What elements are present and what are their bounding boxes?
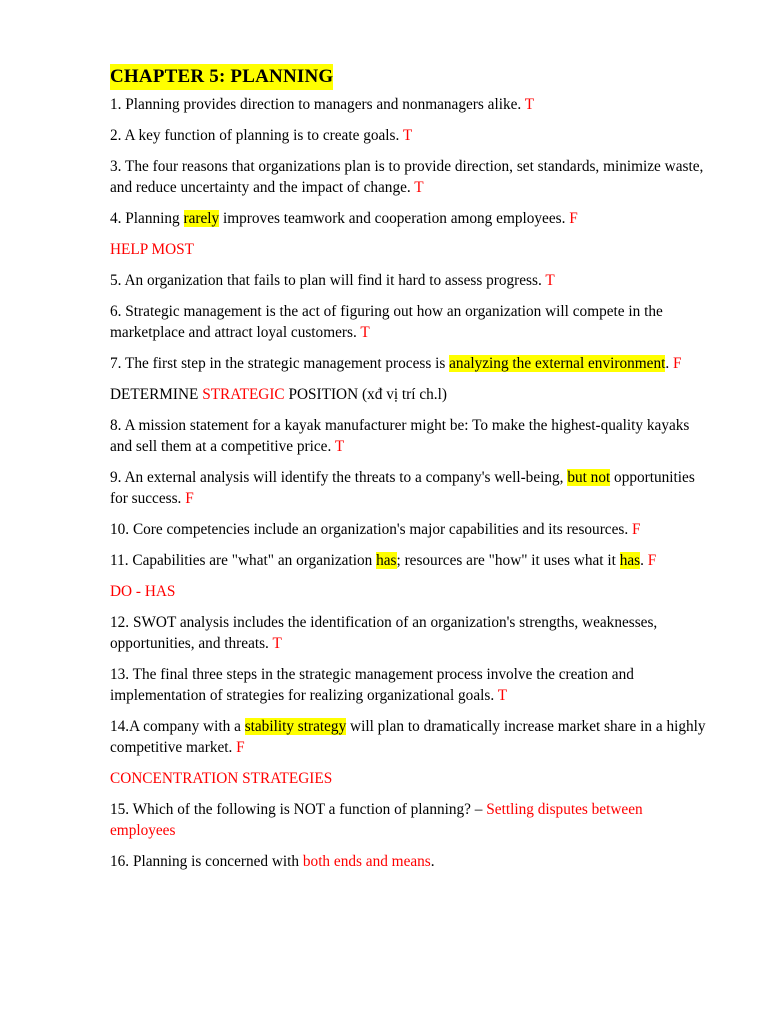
- note-text: POSITION (xđ vị trí ch.l): [284, 386, 447, 403]
- highlighted-text: analyzing the external environment: [449, 355, 666, 372]
- answer-mark: T: [497, 687, 508, 704]
- correction-note: DO - HAS: [110, 583, 176, 600]
- question-text: 16. Planning is concerned with: [110, 853, 303, 870]
- answer-mark: T: [334, 438, 345, 455]
- question-text: 14.A company with a: [110, 718, 245, 735]
- correction-note: CONCENTRATION STRATEGIES: [110, 770, 333, 787]
- question-text: opportunities for success.: [110, 469, 695, 507]
- question-text: 3. The four reasons that organizations plan is to provide direction, set standards, minimize waste, and reduce uncertainty and the impact of change.: [110, 158, 704, 196]
- question-8: [110, 415, 708, 457]
- answer-text: both ends and means: [302, 853, 431, 870]
- question-15: [110, 799, 708, 841]
- question-text: 15. Which of the following is NOT a function of planning? –: [110, 801, 487, 818]
- question-6: [110, 301, 708, 343]
- question-text: 11. Capabilities are "what" an organization: [110, 552, 377, 569]
- question-text: 13. The final three steps in the strategic management process involve the creation and implementation of strategies for realizing organizational goals.: [110, 666, 634, 704]
- highlighted-text: but not: [567, 469, 611, 486]
- question-11: [110, 550, 708, 571]
- question-text: 7. The first step in the strategic management process is: [110, 355, 450, 372]
- correction-note: [110, 384, 708, 405]
- answer-mark: T: [524, 96, 535, 113]
- question-text: 1. Planning provides direction to managers and nonmanagers alike.: [110, 96, 525, 113]
- correction-note: HELP MOST: [110, 241, 194, 258]
- chapter-title: CHAPTER 5: PLANNING: [110, 64, 333, 90]
- answer-mark: F: [185, 490, 194, 507]
- question-text: 6. Strategic management is the act of figuring out how an organization will compete in the marketplace and attract loyal customers.: [110, 303, 663, 341]
- question-text: 12. SWOT analysis includes the identification of an organization's strengths, weaknesses, opportunities, and threats.: [110, 614, 658, 652]
- question-12: [110, 612, 708, 654]
- answer-mark: F: [673, 355, 682, 372]
- answer-mark: F: [631, 521, 641, 538]
- answer-mark: T: [545, 272, 555, 289]
- highlighted-text: has: [619, 552, 641, 569]
- question-text: .: [665, 355, 673, 372]
- answer-mark: T: [360, 324, 370, 341]
- question-text: 9. An external analysis will identify the threats to a company's well-being,: [110, 469, 568, 486]
- question-text: ; resources are "how" it uses what it: [396, 552, 620, 569]
- question-1: [110, 94, 708, 115]
- question-text: will plan to dramatically increase market share in a highly competitive market.: [110, 718, 706, 756]
- answer-mark: F: [647, 552, 657, 569]
- question-text: 10. Core competencies include an organization's major capabilities and its resources.: [110, 521, 632, 538]
- question-5: [110, 270, 708, 291]
- answer-mark: T: [272, 635, 282, 652]
- question-text: 4. Planning: [110, 210, 184, 227]
- question-16: [110, 851, 708, 872]
- answer-mark: F: [236, 739, 245, 756]
- question-text: 2. A key function of planning is to create goals.: [110, 127, 403, 144]
- highlighted-text: stability strategy: [244, 718, 347, 735]
- answer-mark: T: [402, 127, 413, 144]
- answer-mark: F: [569, 210, 578, 227]
- answer-text: Settling disputes between employees: [110, 801, 643, 839]
- question-9: [110, 467, 708, 509]
- question-3: [110, 156, 708, 198]
- question-text: .: [640, 552, 648, 569]
- question-10: [110, 519, 708, 540]
- question-7: [110, 353, 708, 374]
- question-2: [110, 125, 708, 146]
- question-4: [110, 208, 708, 229]
- highlighted-text: has: [376, 552, 397, 569]
- question-text: 8. A mission statement for a kayak manufacturer might be: To make the highest-quality kayaks and sell them at a competitive price.: [110, 417, 690, 455]
- highlighted-text: rarely: [183, 210, 220, 227]
- note-text: DETERMINE: [110, 386, 203, 403]
- question-text: .: [430, 853, 435, 870]
- note-keyword: STRATEGIC: [202, 386, 285, 403]
- question-text: 5. An organization that fails to plan will find it hard to assess progress.: [110, 272, 546, 289]
- question-14: [110, 716, 708, 758]
- question-text: improves teamwork and cooperation among employees.: [219, 210, 570, 227]
- question-13: [110, 664, 708, 706]
- answer-mark: T: [414, 179, 424, 196]
